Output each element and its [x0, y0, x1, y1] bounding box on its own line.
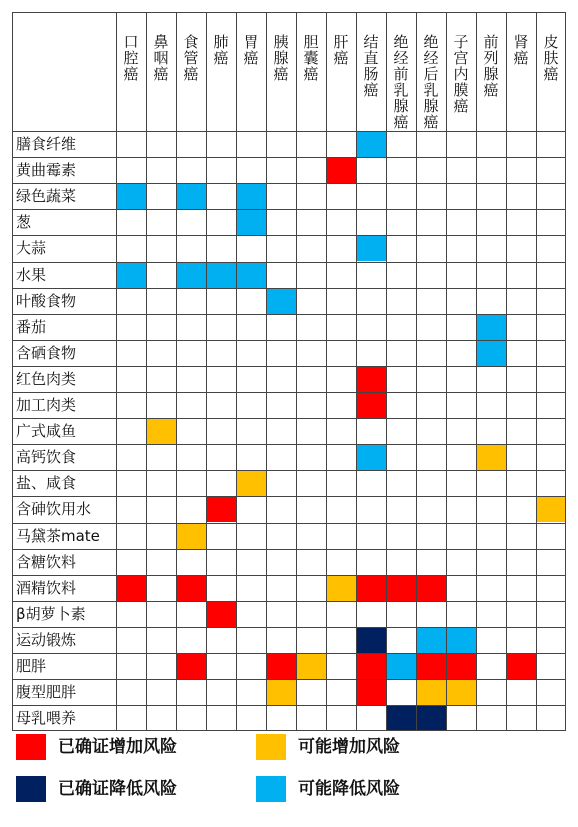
row-label: 红色肉类 [16, 369, 77, 388]
grid-line [356, 12, 357, 731]
column-header: 前 列 腺 癌 [483, 33, 499, 99]
grid-line [386, 12, 387, 731]
heatmap-cell [296, 653, 326, 679]
heatmap-cell [326, 157, 356, 183]
column-header: 食 管 癌 [183, 33, 199, 83]
grid-line [146, 12, 147, 731]
grid-line [12, 523, 566, 524]
heatmap-cell [356, 575, 386, 601]
grid-line [536, 12, 537, 731]
heatmap-cell [116, 262, 146, 288]
grid-line [116, 12, 117, 731]
heatmap-cell [446, 679, 476, 705]
row-label: 葱 [16, 213, 32, 232]
legend-swatch-possible-decrease [256, 776, 286, 802]
grid-line [12, 444, 566, 445]
legend [0, 730, 578, 820]
heatmap-cell [356, 653, 386, 679]
heatmap-cell [206, 262, 236, 288]
grid-line [12, 366, 566, 367]
legend-swatch-confirmed-increase [16, 734, 46, 760]
column-header: 鼻 咽 癌 [153, 33, 169, 83]
row-label: 高钙饮食 [16, 448, 77, 467]
grid-line [12, 705, 566, 706]
grid-line [12, 157, 566, 158]
grid-line [236, 12, 237, 731]
row-label: 母乳喂养 [16, 709, 77, 728]
heatmap-cell [236, 470, 266, 496]
grid-line [12, 12, 566, 13]
heatmap-cell [416, 627, 446, 653]
column-header: 皮 肤 癌 [543, 33, 559, 83]
grid-line [565, 12, 566, 731]
heatmap-cell [116, 183, 146, 209]
heatmap-cell [356, 131, 386, 157]
grid-line [12, 314, 566, 315]
column-header: 绝 经 后 乳 腺 癌 [423, 33, 439, 131]
grid-line [12, 209, 566, 210]
column-header: 绝 经 前 乳 腺 癌 [393, 33, 409, 131]
heatmap-cell [506, 653, 536, 679]
heatmap-cell [176, 183, 206, 209]
heatmap-cell [356, 627, 386, 653]
legend-swatch-possible-increase [256, 734, 286, 760]
heatmap-cell [446, 653, 476, 679]
grid-line [12, 235, 566, 236]
grid-line [12, 575, 566, 576]
risk-heatmap [12, 12, 566, 728]
heatmap-cell [386, 653, 416, 679]
heatmap-cell [266, 288, 296, 314]
row-label: 加工肉类 [16, 396, 77, 414]
heatmap-cell [416, 653, 446, 679]
row-label: 黄曲霉素 [16, 161, 77, 180]
heatmap-cell [326, 575, 356, 601]
heatmap-cell [416, 679, 446, 705]
row-label: β胡萝卜素 [16, 604, 86, 623]
heatmap-cell [176, 575, 206, 601]
legend-label-confirmed-decrease: 已确证降低风险 [58, 779, 177, 799]
heatmap-cell [176, 523, 206, 549]
row-label: 大蒜 [16, 239, 47, 258]
heatmap-cell [266, 679, 296, 705]
grid-line [12, 679, 566, 680]
row-label: 肥胖 [16, 657, 47, 675]
grid-line [206, 12, 207, 731]
heatmap-cell [206, 601, 236, 627]
column-header: 胰 腺 癌 [273, 33, 289, 83]
row-label: 水果 [16, 265, 47, 284]
heatmap-cell [476, 314, 506, 340]
heatmap-cell [416, 705, 446, 731]
legend-swatch-confirmed-decrease [16, 776, 46, 802]
heatmap-cell [146, 418, 176, 444]
heatmap-cell [116, 575, 146, 601]
heatmap-cell [266, 653, 296, 679]
grid-line [12, 470, 566, 471]
grid-line [326, 12, 327, 731]
row-label: 广式咸鱼 [16, 422, 77, 441]
grid-line [12, 288, 566, 289]
heatmap-cell [386, 705, 416, 731]
row-label: 膳食纤维 [16, 135, 77, 153]
heatmap-cell [236, 183, 266, 209]
heatmap-cell [416, 575, 446, 601]
row-label: 叶酸食物 [16, 291, 77, 310]
row-label: 含砷饮用水 [16, 500, 92, 519]
grid-line [12, 418, 566, 419]
row-label: 含硒食物 [16, 343, 77, 362]
grid-line [12, 496, 566, 497]
heatmap-cell [236, 209, 266, 235]
row-label: 绿色蔬菜 [16, 187, 77, 206]
heatmap-cell [356, 235, 386, 261]
column-header: 胃 癌 [243, 33, 259, 67]
grid-line [12, 627, 566, 628]
grid-line [12, 12, 13, 731]
column-header: 胆 囊 癌 [303, 33, 319, 83]
row-label: 含糖饮料 [16, 552, 77, 571]
grid-line [12, 183, 566, 184]
heatmap-cell [356, 392, 386, 418]
grid-line [296, 12, 297, 731]
row-label: 盐、咸食 [16, 474, 77, 493]
grid-line [12, 262, 566, 263]
row-label: 腹型肥胖 [16, 683, 77, 702]
heatmap-cell [176, 653, 206, 679]
row-label: 运动锻炼 [16, 630, 77, 649]
grid-line [266, 12, 267, 731]
grid-line [12, 340, 566, 341]
column-header: 肾 癌 [513, 33, 529, 67]
row-label: 番茄 [16, 317, 47, 336]
heatmap-cell [356, 444, 386, 470]
grid-line [176, 12, 177, 731]
heatmap-cell [446, 627, 476, 653]
grid-line [12, 601, 566, 602]
grid-line [12, 131, 566, 132]
legend-label-possible-decrease: 可能降低风险 [298, 779, 400, 799]
column-header: 肺 癌 [213, 33, 229, 67]
heatmap-cell [206, 496, 236, 522]
grid-line [476, 12, 477, 731]
heatmap-cell [236, 262, 266, 288]
grid-line [12, 549, 566, 550]
heatmap-cell [356, 679, 386, 705]
column-header: 口 腔 癌 [123, 33, 139, 83]
heatmap-cell [476, 444, 506, 470]
heatmap-cell [536, 496, 566, 522]
heatmap-cell [476, 340, 506, 366]
legend-label-confirmed-increase: 已确证增加风险 [58, 737, 177, 757]
grid-line [416, 12, 417, 731]
grid-line [12, 392, 566, 393]
heatmap-cell [176, 262, 206, 288]
row-label: 马黛茶mate [16, 526, 100, 545]
column-header: 子 宫 内 膜 癌 [453, 33, 469, 115]
grid-line [506, 12, 507, 731]
grid-line [446, 12, 447, 731]
heatmap-cell [356, 366, 386, 392]
grid-line [12, 653, 566, 654]
column-header: 结 直 肠 癌 [363, 33, 379, 99]
column-header: 肝 癌 [333, 33, 349, 67]
row-label: 酒精饮料 [16, 578, 77, 597]
heatmap-cell [386, 575, 416, 601]
legend-label-possible-increase: 可能增加风险 [298, 737, 400, 757]
